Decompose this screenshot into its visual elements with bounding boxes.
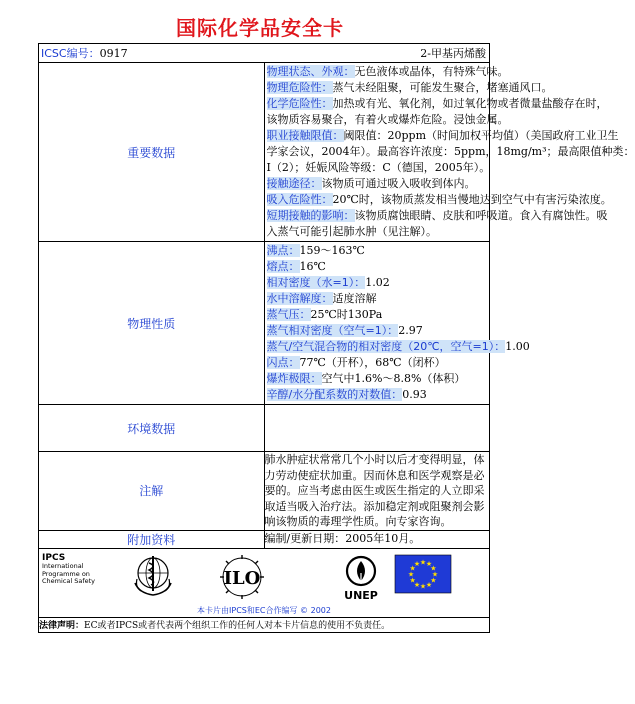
physical-line-8: 爆炸极限：空气中1.6%～8.8%（体积） [266, 372, 466, 385]
substance-name: 2-甲基丙烯酸 [420, 47, 486, 60]
important-line-3: 该物质容易聚合，有着火或爆炸危险。浸蚀金属。 [266, 113, 509, 126]
important-line-4: 职业接触限值：阈限值：20ppm（时间加权平均值）（美国政府工业卫生 [266, 129, 619, 142]
eu-star: ★ [425, 580, 433, 589]
physical-line-7: 闪点：77℃（开杯），68℃（闭杯） [266, 356, 446, 369]
unep-logo-icon [339, 553, 383, 603]
id-row [39, 44, 490, 63]
icsc-label: ICSC编号： [41, 47, 100, 60]
environment-label: 环境数据 [39, 405, 265, 452]
icsc-number: 0917 [99, 47, 128, 60]
important-line-0: 物理状态、外观：无色液体或晶体，有特殊气味。 [266, 65, 509, 78]
eu-star: ★ [419, 582, 427, 590]
notes-content: 肺水肿症状常常几个小时以后才变得明显，体力劳动使症状加重。因而休息和医学观察是必要的。应当考虑由医生或医生指定的人立即采取适当吸入治疗法。添加稳定剂或阻聚剂会影响该物质的毒理学性质。向专家咨询。 [264, 452, 490, 531]
eu-star: ★ [409, 576, 416, 584]
environment-row [39, 405, 490, 452]
legal-statement [39, 617, 490, 632]
physical-properties-row [39, 242, 490, 405]
additional-info-label: 附加资料 [39, 530, 265, 548]
ilo-logo-icon [217, 553, 267, 601]
additional-info-row [39, 530, 490, 548]
physical-properties-content [264, 242, 530, 405]
environment-content [264, 405, 490, 452]
physical-line-9: 辛醇/水分配系数的对数值：0.93 [266, 388, 427, 401]
important-data-label: 重要数据 [39, 63, 265, 242]
id-cell [39, 44, 490, 63]
notes-label: 注解 [39, 452, 265, 531]
safety-card-table [38, 43, 635, 633]
legal-row [39, 617, 490, 632]
additional-info-content: 编制/更新日期：2005年10月。 [264, 530, 490, 548]
eu-star: ★ [409, 564, 416, 572]
eu-star: ★ [413, 559, 421, 568]
important-line-5: 学家会议，2004年）。最高容许浓度：5ppm，18mg/m³；最高限值种类： [266, 145, 635, 158]
ipcs-line-3: Chemical Safety [42, 577, 96, 585]
eu-star: ★ [425, 559, 433, 568]
physical-line-3: 水中溶解度：适度溶解 [266, 292, 377, 305]
ipcs-block [42, 552, 96, 586]
important-line-1: 物理危险性：蒸气未经阻聚，可能发生聚合，堵塞通风口。 [266, 81, 553, 94]
important-data-row [39, 63, 490, 242]
eu-flag-icon [395, 555, 451, 593]
important-data-content [264, 63, 635, 242]
ipcs-line-2: Programme on [42, 569, 90, 578]
page-title: 国际化学品安全卡 [176, 16, 344, 40]
ipcs-line-1: International [42, 562, 84, 570]
unep-text: UNEP [344, 588, 378, 602]
credit-text: 本卡片由IPCS和EC合作编写 © 2002 [197, 605, 331, 615]
footer-cell [39, 548, 490, 617]
important-line-8: 吸入危险性：20℃时，该物质蒸发相当慢地达到空气中有害污染浓度。 [266, 193, 612, 206]
eu-star: ★ [431, 570, 439, 578]
important-line-10: 入蒸气可能引起肺水肿（见注解）。 [266, 225, 437, 238]
physical-properties-label: 物理性质 [39, 242, 265, 405]
eu-star: ★ [419, 558, 427, 566]
important-line-2: 化学危险性：加热或有光、氧化剂，如过氧化物或者微量盐酸存在时， [266, 97, 608, 110]
important-line-6: I（2）；妊娠风险等级：C（德国，2005年）。 [266, 161, 491, 174]
eu-star: ★ [407, 570, 415, 578]
physical-line-1: 熔点：16℃ [266, 260, 326, 273]
ilo-text: ILO [223, 567, 261, 589]
physical-line-6: 蒸气/空气混合物的相对密度（20℃，空气=1）：1.00 [266, 340, 530, 353]
ipcs-title: IPCS [42, 552, 66, 563]
important-line-7: 接触途径：该物质可通过吸入吸收到体内。 [266, 177, 476, 190]
physical-line-0: 沸点：159～163℃ [266, 244, 365, 257]
important-line-9: 短期接触的影响：该物质腐蚀眼睛、皮肤和呼吸道。食入有腐蚀性。吸 [266, 209, 608, 222]
legal-label: 法律声明： [39, 621, 85, 631]
notes-row [39, 452, 490, 531]
physical-line-5: 蒸气相对密度（空气=1）：2.97 [266, 324, 423, 337]
eu-star: ★ [413, 580, 421, 589]
footer-row [39, 548, 490, 617]
physical-line-2: 相对密度（水=1）：1.02 [266, 276, 390, 289]
eu-star: ★ [430, 564, 437, 572]
who-logo-icon [131, 553, 175, 599]
eu-star: ★ [430, 576, 437, 584]
physical-line-4: 蒸气压：25℃时130Pa [266, 308, 383, 321]
legal-text: EC或者IPCS或者代表两个组织工作的任何人对本卡片信息的使用不负责任。 [84, 621, 391, 631]
